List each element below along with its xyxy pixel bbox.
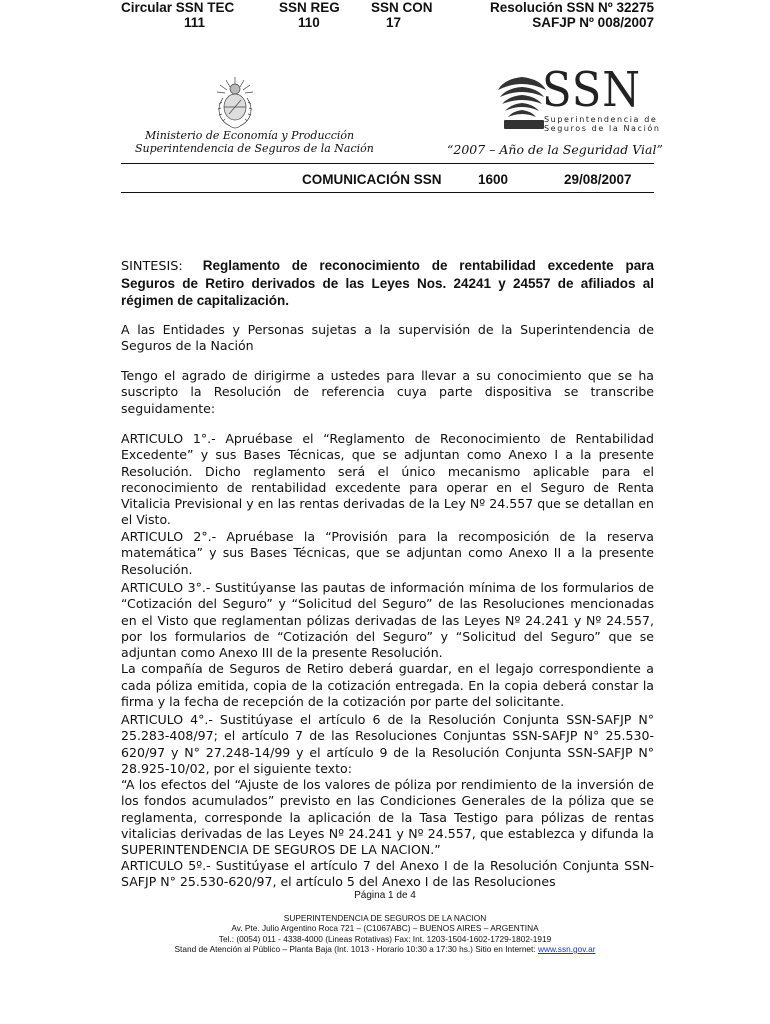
footer-phone: Tel.: (0054) 011 - 4338-4000 (Lineas Rotativas) Fax: Int. 1203-1504-1602-1729-1802-1919 [218, 933, 552, 944]
circular-reg [279, 0, 340, 30]
header-rule-top [121, 163, 654, 164]
circular-tec-number: 111 [184, 15, 206, 30]
header-rule-bottom [121, 192, 654, 193]
resolution-ssn: Resolución SSN Nº 32275 [490, 0, 654, 15]
paragraph: ARTICULO 3°.- Sustitúyanse las pautas de información mínima de los formularios de “Cotización del Seguro” y “Solicitud del Seguro” de las Resoluciones mencionadas en el Visto que reglamentan pólizas derivadas de las Leyes Nº 24.241 y Nº 24.557, por los formularios de “Cotización del Seguro” y “Solicitud del Seguro” que se adjuntan como Anexo III de la presente Resolución. [121, 580, 654, 661]
sintesis-label: SINTESIS: [121, 259, 183, 274]
footer-stand-text: Stand de Atención al Público – Planta Baja (Int. 1013 - Horario 10:30 a 17:30 hs.) Sitio en Internet: [174, 943, 536, 954]
circular-tec [121, 0, 251, 30]
article-4 [121, 712, 654, 859]
circular-reg-number: 110 [298, 15, 320, 30]
paragraph: ARTICULO 1°.- Apruébase el “Reglamento de Reconocimiento de Rentabilidad Excedente” y sus Bases Técnicas, que se adjuntan como Anexo I a la presente Resolución. Dicho reglamento será el único mecanismo aplicable para el reconocimiento de rentabilidad excedente para operar en el Seguro de Renta Vitalicia Previsional y en las rentas derivadas de la Ley Nº 24.557 que se detallan en el Visto. [121, 431, 654, 528]
circular-con-label: SSN CON [371, 0, 433, 15]
circular-con-number: 17 [386, 15, 402, 30]
page-number: Página 1 de 4 [354, 890, 416, 901]
paragraph: A las Entidades y Personas sujetas a la supervisión de la Superintendencia de Seguros de la Nación [121, 322, 654, 354]
ssn-logo-subtitle-line1: Superintendencia de [544, 115, 658, 124]
addressee-paragraph [121, 322, 654, 355]
communication-number: 1600 [478, 172, 509, 187]
resolution-safjp: SAFJP Nº 008/2007 [532, 15, 654, 30]
circular-con [371, 0, 433, 30]
website-link[interactable]: www.ssn.gov.ar [537, 943, 596, 954]
resolution-numbers [470, 0, 654, 30]
paragraph: Tengo el agrado de dirigirme a ustedes para llevar a su conocimiento que se ha suscripto la Resolución de referencia cuya parte dispositiva se transcribe seguidamente: [121, 368, 654, 416]
paragraph: ARTICULO 5º.- Sustitúyase el artículo 7 del Anexo I de la Resolución Conjunta SSN-SAFJP N° 25.530-620/97, el artículo 5 del Anexo I de las Resoluciones [121, 858, 654, 890]
article-3 [121, 580, 654, 710]
sintesis-text: Reglamento de reconocimiento de rentabilidad excedente para Seguros de Retiro derivados de las Leyes Nos. 24241 y 24557 de afiliados al régimen de capitalización. [121, 258, 654, 308]
article-5 [121, 858, 654, 891]
footer-address [0, 913, 770, 954]
paragraph: ARTICULO 2°.- Apruébase la “Provisión para la recomposición de la reserva matemática” y sus Bases Técnicas, que se adjuntan como Anexo II a la presente Resolución. [121, 529, 654, 577]
footer-stand [0, 944, 770, 954]
ssn-logo-subtitle-line2: Seguros de la Nación [544, 124, 661, 133]
paragraph: “A los efectos del “Ajuste de los valores de póliza por rendimiento de la inversión de los fondos acumulados” previsto en las Condiciones Generales de la póliza que se reglamenta, corresponde la aplicación de la Tasa Testigo para pólizas de rentas vitalicias derivadas de las Leyes Nº 24.241 y Nº 24.557, que establezca y difunda la SUPERINTENDENCIA DE SEGUROS DE LA NACION.” [121, 777, 654, 858]
footer-street: Av. Pte. Julio Argentino Roca 721 – (C1067ABC) – BUENOS AIRES – ARGENTINA [231, 923, 539, 934]
superintendency-line: Superintendencia de Seguros de la Nación [135, 142, 374, 155]
article-2 [121, 529, 654, 578]
intro-paragraph [121, 368, 654, 417]
ministry-heading [135, 129, 374, 155]
ministry-line: Ministerio de Economía y Producción [145, 129, 355, 142]
paragraph: La compañía de Seguros de Retiro deberá guardar, en el legajo correspondiente a cada póliza emitida, copia de la cotización entregada. En la copia deberá constar la firma y la fecha de recepción de la cotización por parte del solicitante. [121, 661, 654, 710]
ssn-logo-text: SSN [542, 62, 641, 118]
circular-tec-label: Circular SSN TEC [121, 0, 235, 15]
paragraph: ARTICULO 4°.- Sustitúyase el artículo 6 de la Resolución Conjunta SSN-SAFJP N° 25.283-408/97; el artículo 7 de las Resoluciones Conjuntas SSN-SAFJP N° 25.530-620/97 y N° 27.248-14/99 y el artículo 9 de la Resolución Conjunta SSN-SAFJP N° 28.925-10/02, por el siguiente texto: [121, 712, 654, 776]
coat-of-arms-icon [210, 74, 260, 132]
ssn-logo-subtitle [544, 115, 661, 133]
article-1 [121, 431, 654, 529]
circular-reg-label: SSN REG [279, 0, 340, 15]
footer-org: SUPERINTENDENCIA DE SEGUROS DE LA NACION [283, 913, 487, 923]
sintesis-block [121, 258, 654, 311]
communication-date: 29/08/2007 [564, 172, 632, 187]
year-motto: “2007 – Año de la Seguridad Vial” [447, 142, 663, 157]
communication-label: COMUNICACIÓN SSN [302, 172, 442, 187]
